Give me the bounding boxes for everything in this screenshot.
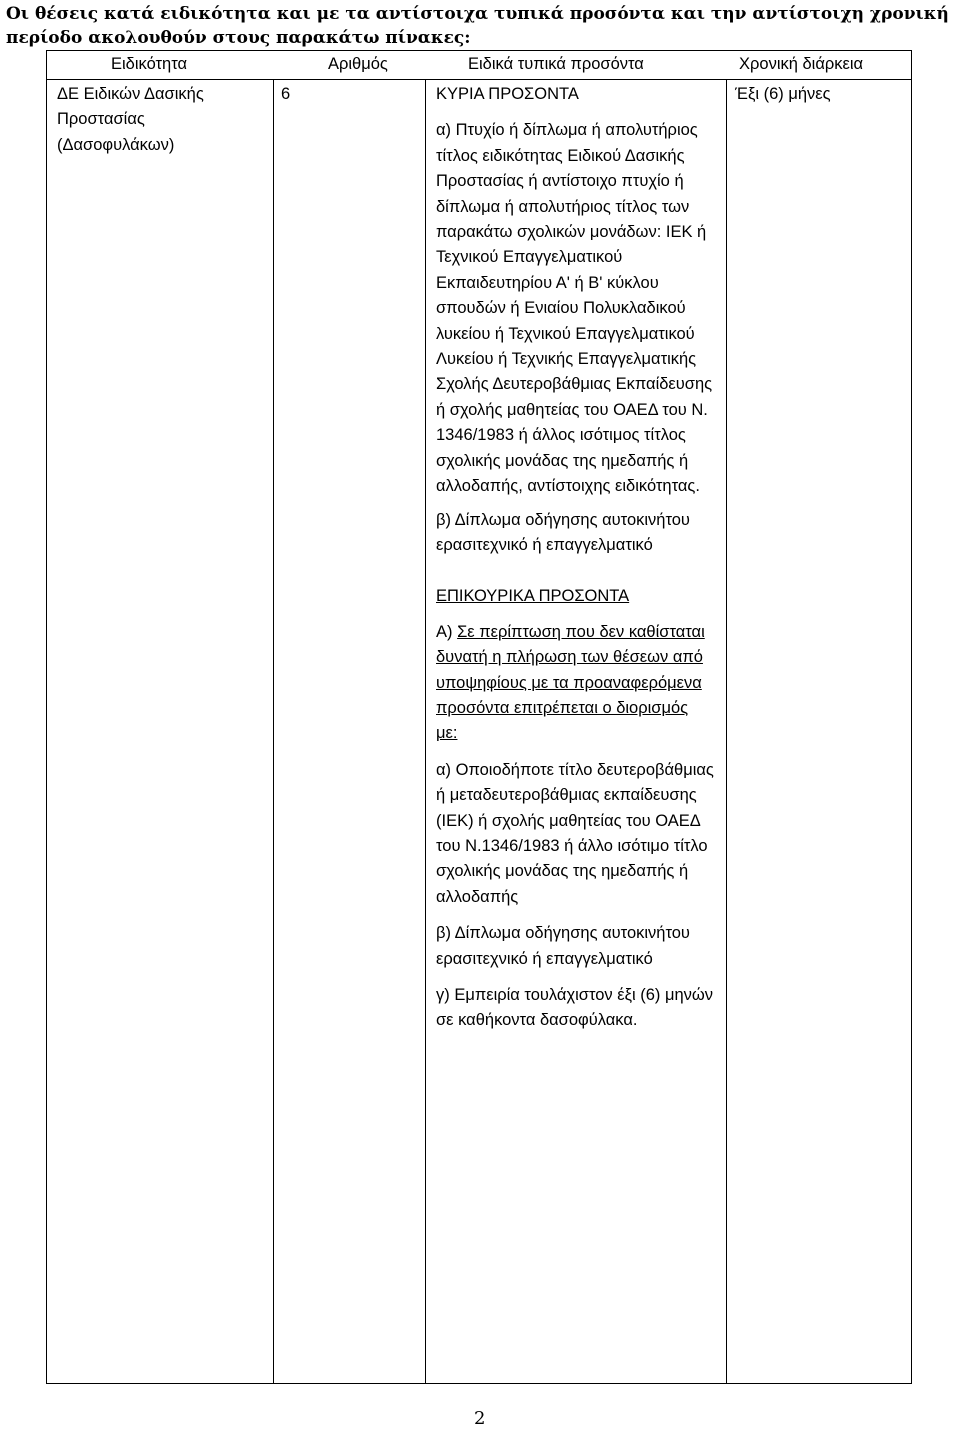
aux-qualification-a: α) Οποιοδήποτε τίτλο δευτεροβάθμιας ή μεταδευτεροβάθμιας εκπαίδευσης (ΙΕΚ) ή σχολής μαθητείας του ΟΑΕΔ του Ν.1346/1983 ή άλλο ισότιμο τίτλο σχολικής μονάδας της ημεδαπής ή αλλοδαπής <box>436 760 714 906</box>
duration-cell: Έξι (6) μήνες <box>735 85 831 103</box>
count-cell: 6 <box>281 85 291 103</box>
header-specialty: Ειδικότητα <box>111 55 188 73</box>
intro-text: Οι θέσεις κατά ειδικότητα και με τα αντίστοιχα τυπικά προσόντα και την αντίστοιχη χρονική περίοδο ακολουθούν στους παρακάτω πίνακες: <box>6 4 949 48</box>
main-qualification-b: β) Δίπλωμα οδήγησης αυτοκινήτου ερασιτεχνικό ή επαγγελματικό <box>436 510 690 554</box>
positions-table <box>46 50 912 1384</box>
column-divider <box>425 79 426 1383</box>
specialty-cell: ΔΕ Ειδικών Δασικής Προστασίας (Δασοφυλάκων) <box>57 85 204 154</box>
aux-qualification-b: β) Δίπλωμα οδήγησης αυτοκινήτου ερασιτεχνικό ή επαγγελματικό <box>436 924 690 968</box>
main-qualifications-heading: ΚΥΡΙΑ ΠΡΟΣΟΝΤΑ <box>436 85 579 103</box>
aux-intro-prefix: Α) <box>436 622 458 641</box>
column-divider <box>273 79 274 1383</box>
qualifications-cell <box>436 82 714 1034</box>
aux-intro-text: Σε περίπτωση που δεν καθίσταται δυνατή η πλήρωση των θέσεων από υποψηφίους με τα προαναφερόμενα προσόντα επιτρέπεται ο διορισμός με: <box>436 622 705 743</box>
header-count: Αριθμός <box>328 55 388 73</box>
aux-qualifications-heading: ΕΠΙΚΟΥΡΙΚΑ ΠΡΟΣΟΝΤΑ <box>436 587 630 606</box>
aux-intro <box>436 620 714 747</box>
main-qualification-a: α) Πτυχίο ή δίπλωμα ή απολυτήριος τίτλος ειδικότητας Ειδικού Δασικής Προστασίας ή αντίστοιχο πτυχίο ή δίπλωμα ή απολυτήριος τίτλος των παρακάτω σχολικών μονάδων: ΙΕΚ ή Τεχνικού Επαγγελματικού Εκπαιδευτηρίου Α' ή Β' κύκλου σπουδών ή Ενιαίου Πολυκλαδικού λυκείου ή Τεχνικού Επαγγελματικού Λυκείου ή Τεχνικής Επαγγελματικής Σχολής Δευτεροβάθμιας Εκπαίδευσης ή σχολής μαθητείας του ΟΑΕΔ του Ν. 1346/1983 ή άλλος ισότιμος τίτλος σχολικής μονάδας της ημεδαπής ή αλλοδαπής, αντίστοιχης ειδικότητας. <box>436 121 713 496</box>
column-divider <box>726 79 727 1383</box>
header-qualifications: Ειδικά τυπικά προσόντα <box>468 55 644 73</box>
table-header-row <box>47 51 911 80</box>
page-number: 2 <box>474 1408 486 1429</box>
aux-qualification-c: γ) Εμπειρία τουλάχιστον έξι (6) μηνών σε καθήκοντα δασοφύλακα. <box>436 986 714 1030</box>
header-duration: Χρονική διάρκεια <box>739 55 864 73</box>
